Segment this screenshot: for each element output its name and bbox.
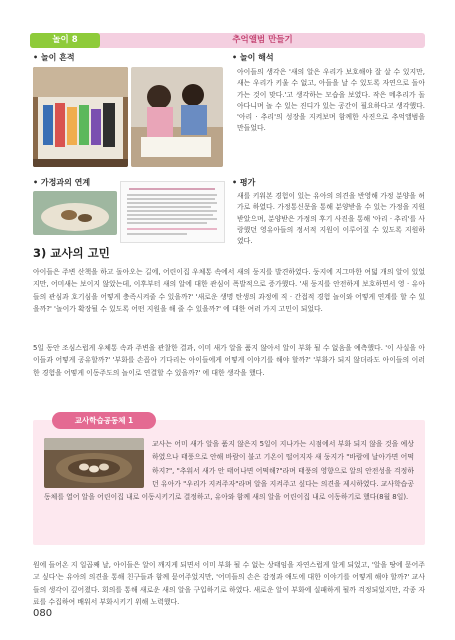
photo-bird-cage [33, 191, 117, 235]
home-connection-label: • 가정과의 연계 [33, 177, 90, 188]
play-traces-label: • 놀이 흔적 [33, 52, 75, 63]
activity-title: 추억앨범 만들기 [232, 35, 293, 45]
play-interpretation-text: 아이들의 생각은 '새의 알은 우리가 보호해야 잘 살 수 있지만, 새는 우리가 키울 수 없고, 아들을 날 수 있도록 자연으로 돌아가는 것이 맞다.'고 생각하는 모습을 보였다. 작은 메추리가 돌아다니며 놀 수 있는 진디가 있는 공간이 필요하다고 생각했다. '아리 · 추리'의 성장을 지켜보며 함께한 사진으로 추억앨범을 만들었다. [237, 68, 425, 133]
photo-children-drawing [131, 67, 223, 167]
parent-letter-document [120, 181, 225, 243]
evaluation-text: 새를 키워본 경험이 있는 유아의 의견을 반영해 가정 분양을 허가로 하였다. 가정통신문을 통해 분양받을 수 있는 가정을 지원받았으며, 분양받은 가정의 후기 사진을 통해 '아리 · 추리'를 사랑했던 영유아들의 정서적 지원이 이루어질 수 있도록 지원하였다. [237, 192, 425, 246]
paragraph-concern-1: 아이들은 주변 산책을 하고 돌아오는 길에, 어린이집 우체통 속에서 새의 둥지를 발견하였다. 둥지에 지그마한 여덟 개의 알이 있었지만, 어미새는 보이지 않았는데, 이후부터 새의 알에 대한 관심이 폭발적으로 증가했다. '새 둥지를 안전하게 보호하면서 영 · 유아들의 관심과 호기심을 어떻게 충족시켜줄 수 있을까?' '새로운 생명 탄생의 과정에 직 · 간접적 경험 놀이와 어떻게 연계를 할 수 있을까?' '놀이가 확장될 수 있도록 어떤 지원을 해 줄 수 있을까?' 에 대한 여러 가지 고민이 되었다. [33, 268, 425, 314]
activity-number-badge: 놀이 8 [30, 33, 100, 48]
closing-paragraph: 원에 들어온 지 일곱째 날, 아이들은 알이 깨지게 되면서 이미 부화 될 수 없는 상태임을 자연스럽게 알게 되었고, '알을 땅에 묻어주고 싶다'는 유아의 의견을 통해 친구들과 함께 묻어주었지만, '어미들의 손은 감정과 애도에 대한 이야기를 어떻게 해야 할까?' 교사들의 생각이 깊어졌다. 회의를 통해 새로운 새의 알을 구입하기로 하였다. 새로운 알이 부화에 실패하게 될까 걱정되었지만, 각종 자료를 수집하여 배워서 부화시키기 위해 노력했다. [33, 561, 425, 607]
page-number: 080 [33, 608, 53, 619]
community-text: 교사는 어미 새가 알을 품지 않은지 5일이 지나가는 시점에서 부화 되지 않을 것을 예상하였으나 태풍으로 안해 바람이 불고 기온이 떨어지자 새 둥지가 "바람에 날아가면 어떡하지?", "추워서 새가 안 태어나면 어떡해?"라며 태풍의 영향으로 알의 안전성을 걱정하던 유아가 "우리가 지켜주자"라며 알을 지켜주고 싶다는 의견을 제시하였다. 교사학습공동체를 열어 알을 어린이집 내로 이동시키기로 결정하고, 유아와 함께 새의 알을 어린이집 내로 이동하기로 했다(8월 8일). [44, 440, 414, 502]
evaluation-label: • 평가 [232, 177, 255, 188]
photo-mailbox-nest [44, 438, 144, 488]
play-interpretation-label: • 놀이 해석 [232, 52, 274, 63]
photo-art-supplies [33, 67, 128, 167]
paragraph-concern-2: 5일 동안 조심스럽게 우체통 속과 주변을 관찰한 결과, 이미 새가 알을 품지 않아서 알이 부화 될 수 없음을 예측했다. '이 사실을 아이들과 어떻게 공유할까?' '부화를 손꼽아 기다리는 아이들에게 어떻게 이야기를 해야 할까?' '부화가 되지 않더라도 아이들의 이러한 경험을 어떻게 이동주도의 놀이로 연결할 수 있을까?' 에 대한 생각을 했다. [33, 344, 425, 377]
section-heading: 3) 교사의 고민 [33, 246, 110, 260]
community-tag: 교사학습공동체 1 [52, 412, 156, 429]
